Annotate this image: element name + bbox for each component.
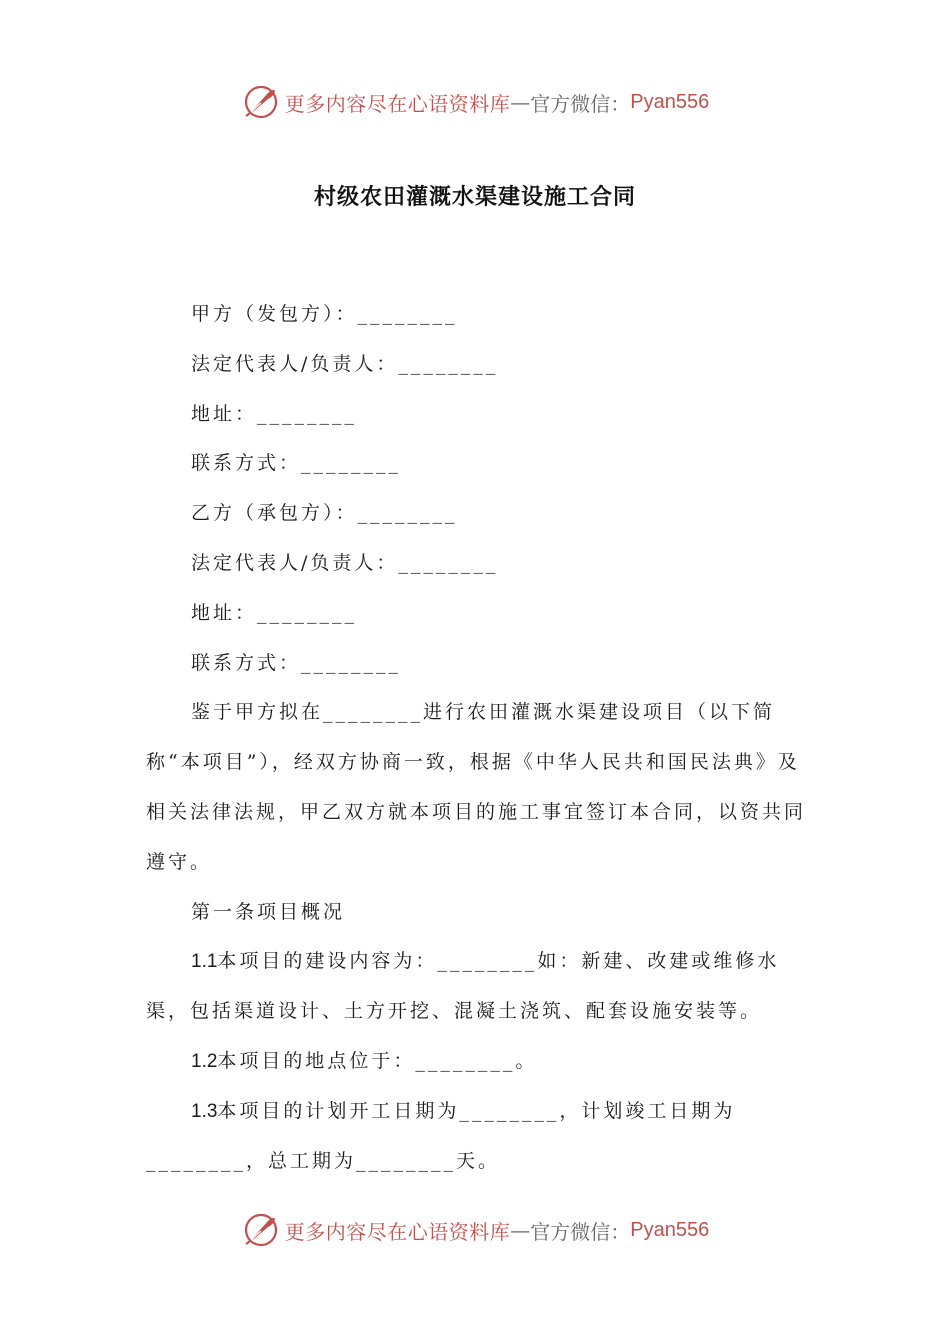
clause-1-1 <box>146 937 810 1037</box>
clause-1-2 <box>146 1037 810 1087</box>
quill-pen-icon <box>241 1210 281 1250</box>
clause-number: 1.2 <box>191 1050 218 1072</box>
quill-pen-icon <box>241 82 281 122</box>
banner-text: 更多内容尽在心语资料库 <box>284 91 511 116</box>
banner-wechat-id: Pyan556 <box>630 1218 710 1241</box>
party-b-representative-line: 法定代表人/负责人：________ <box>191 551 499 574</box>
banner-subtext: 官方微信： <box>530 1219 631 1244</box>
document-body <box>146 290 810 1186</box>
preamble-paragraph: 鉴于甲方拟在________进行农田灌溉水渠建设项目（以下简称“本项目”），经双方协商一致，根据《中华人民共和国民法典》及相关法律法规，甲乙双方就本项目的施工事宜签订本合同，以资共同遵守。 <box>146 701 807 873</box>
clause-text: 本项目的建设内容为：________如：新建、改建或维修水渠，包括渠道设计、土方开挖、混凝土浇筑、配套设施安装等。 <box>146 950 780 1023</box>
party-b-line: 乙方（承包方）：________ <box>191 502 458 525</box>
clause-number: 1.3 <box>191 1100 218 1122</box>
clause-1-3 <box>146 1087 810 1187</box>
banner-wechat-id: Pyan556 <box>630 90 710 113</box>
banner-dash: — <box>510 90 531 114</box>
banner-text: 更多内容尽在心语资料库 <box>284 1219 511 1244</box>
header-watermark-banner <box>0 80 950 124</box>
footer-watermark-banner <box>0 1208 950 1252</box>
party-a-address-line: 地址：________ <box>191 402 358 425</box>
party-a-representative-line: 法定代表人/负责人：________ <box>191 352 499 375</box>
party-a-line: 甲方（发包方）：________ <box>191 303 458 325</box>
clause-text: 本项目的计划开工日期为________，计划竣工日期为________，总工期为________天。 <box>146 1099 736 1172</box>
banner-dash: — <box>510 1218 531 1242</box>
party-a-contact-line: 联系方式：________ <box>191 452 402 475</box>
clause-number: 1.1 <box>191 951 218 973</box>
clause-text: 本项目的地点位于：________。 <box>217 1049 538 1072</box>
party-b-contact-line: 联系方式：________ <box>191 651 402 674</box>
banner-subtext: 官方微信： <box>530 91 631 116</box>
document-title: 村级农田灌溉水渠建设施工合同 <box>313 185 636 210</box>
article-1-heading: 第一条项目概况 <box>191 900 346 923</box>
party-b-address-line: 地址：________ <box>191 601 358 624</box>
